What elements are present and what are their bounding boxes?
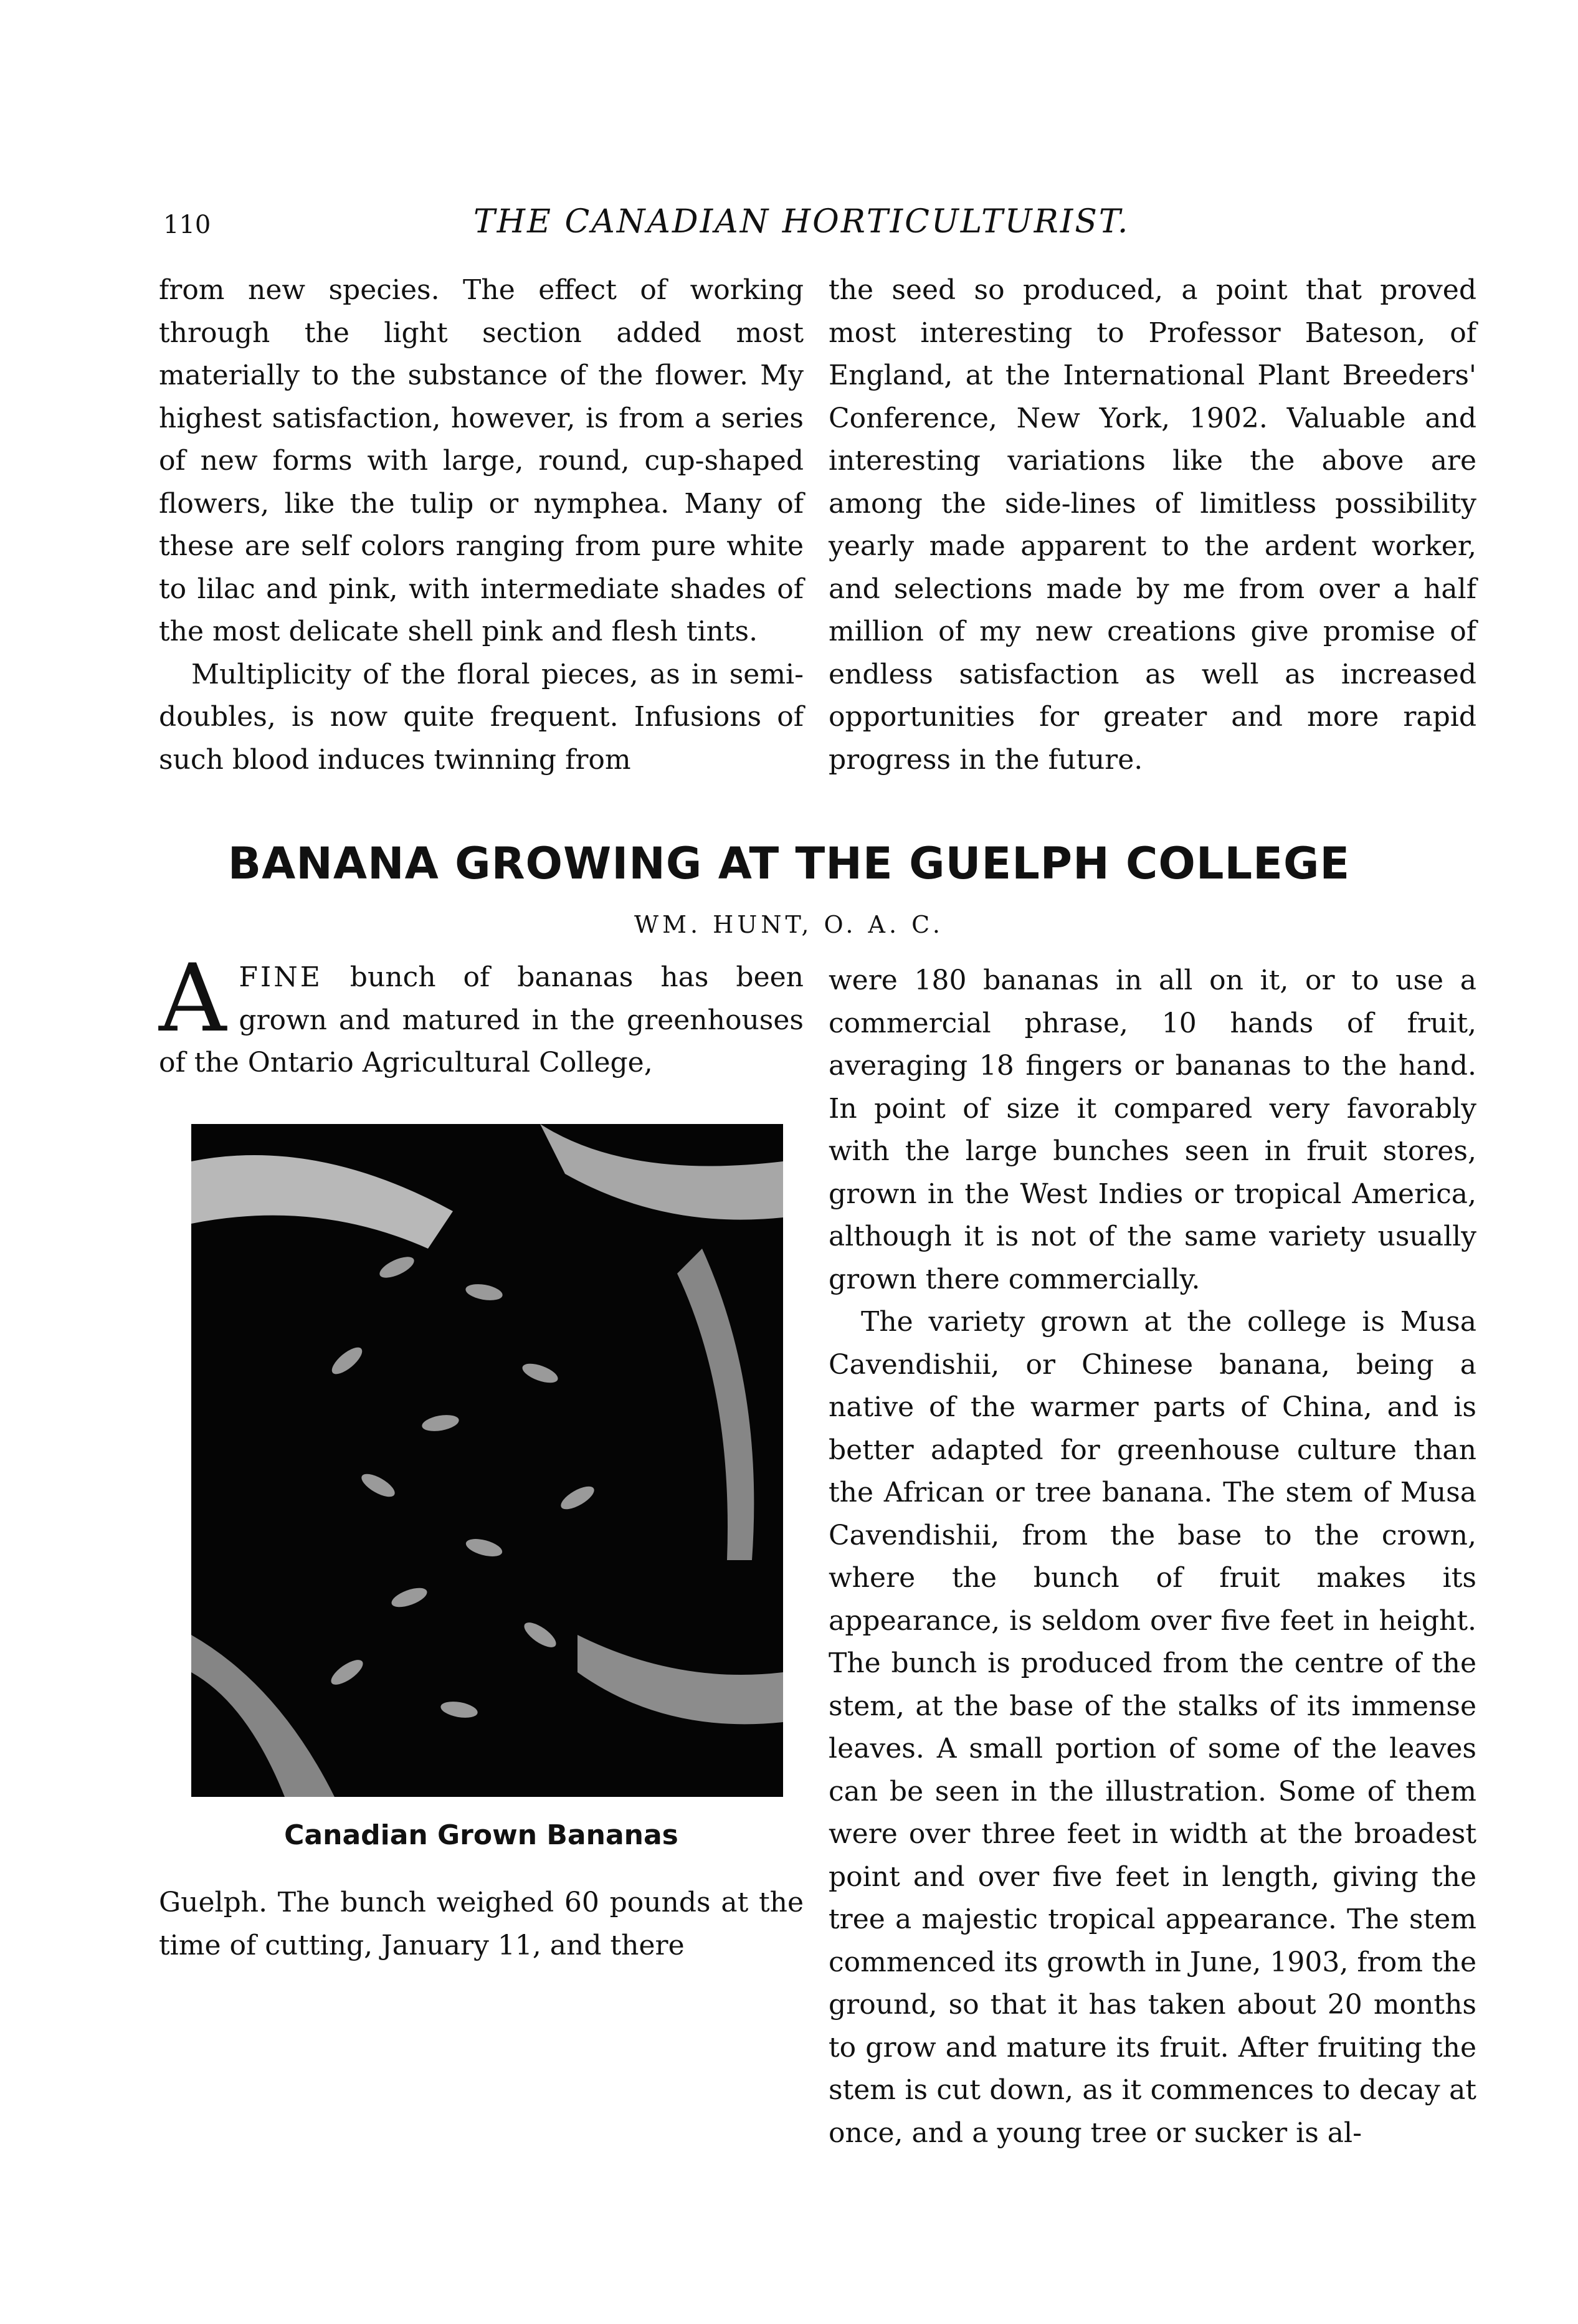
drop-cap: A	[159, 945, 227, 1053]
previous-article-right-column	[829, 269, 1476, 781]
intro-text: bunch of bananas has been grown and matured in the greenhouses of the Ontario Agricultural College,	[159, 961, 804, 1079]
paragraph: from new species. The effect of working through the light section added most materially to the substance of the flower. My highest satisfaction, however, is from a series of new forms with large, round, cup-shaped flowers, like the tulip or nymphea. Many of these are self colors ranging from pure white to lilac and pink, with intermediate shades of the most delicate shell pink and flesh tints.	[159, 274, 804, 647]
paragraph: the seed so produced, a point that proved most interesting to Professor Bateson, of England, at the International Plant Breeders' Conference, New York, 1902. Valuable and interesting variations like the above are among the side-lines of limitless possibility yearly made apparent to the ardent worker, and selections made by me from over a half million of my new creations give promise of endless satisfaction as well as increased opportunities for greater and more rapid progress in the future.	[829, 274, 1476, 776]
paragraph: The variety grown at the college is Musa Cavendishii, or Chinese banana, being a native of the warmer parts of China, and is better adapted for greenhouse culture than the African or tree banana. The stem of Musa Cavendishii, from the base to the crown, where the bunch of fruit makes its appearance, is seldom over five feet in height. The bunch is produced from the centre of the stem, at the base of the stalks of its immense leaves. A small portion of some of the leaves can be seen in the illustration. Some of them were over three feet in width at the broadest point and over five feet in length, giving the tree a majestic tropical appearance. The stem commenced its growth in June, 1903, from the ground, so that it has taken about 20 months to grow and mature its fruit. After fruiting the stem is cut down, as it commences to decay at once, and a young tree or sucker is al-	[829, 1306, 1476, 2149]
article-byline: WM. HUNT, O. A. C.	[634, 911, 944, 938]
running-title: THE CANADIAN HORTICULTURIST.	[473, 203, 1130, 240]
banana-photo-illustration	[191, 1124, 783, 1797]
article-right-column	[829, 960, 1476, 2155]
paragraph: were 180 bananas in all on it, or to use a commercial phrase, 10 hands of fruit, averaging 18 fingers or bananas to the hand. In point of size it compared very favorably with the large bunches seen in fruit stores, grown in the West Indies or tropical America, although it is not of the same variety usually grown there commercially.	[829, 964, 1476, 1295]
banana-bunch-photo	[191, 1124, 783, 1797]
article-intro	[159, 945, 804, 1085]
paragraph: Multiplicity of the floral pieces, as in semi-doubles, is now quite frequent. Infusions of such blood induces twinning from	[159, 658, 804, 776]
article-title: BANANA GROWING AT THE GUELPH COLLEGE	[227, 838, 1351, 889]
first-word: FINE	[239, 961, 323, 993]
page-number: 110	[163, 211, 211, 239]
photo-caption: Canadian Grown Bananas	[284, 1819, 678, 1851]
previous-article-left-column	[159, 269, 804, 781]
article-left-column-continued	[159, 1882, 804, 1967]
paragraph: Guelph. The bunch weighed 60 pounds at the time of cutting, January 11, and there	[159, 1887, 804, 1961]
